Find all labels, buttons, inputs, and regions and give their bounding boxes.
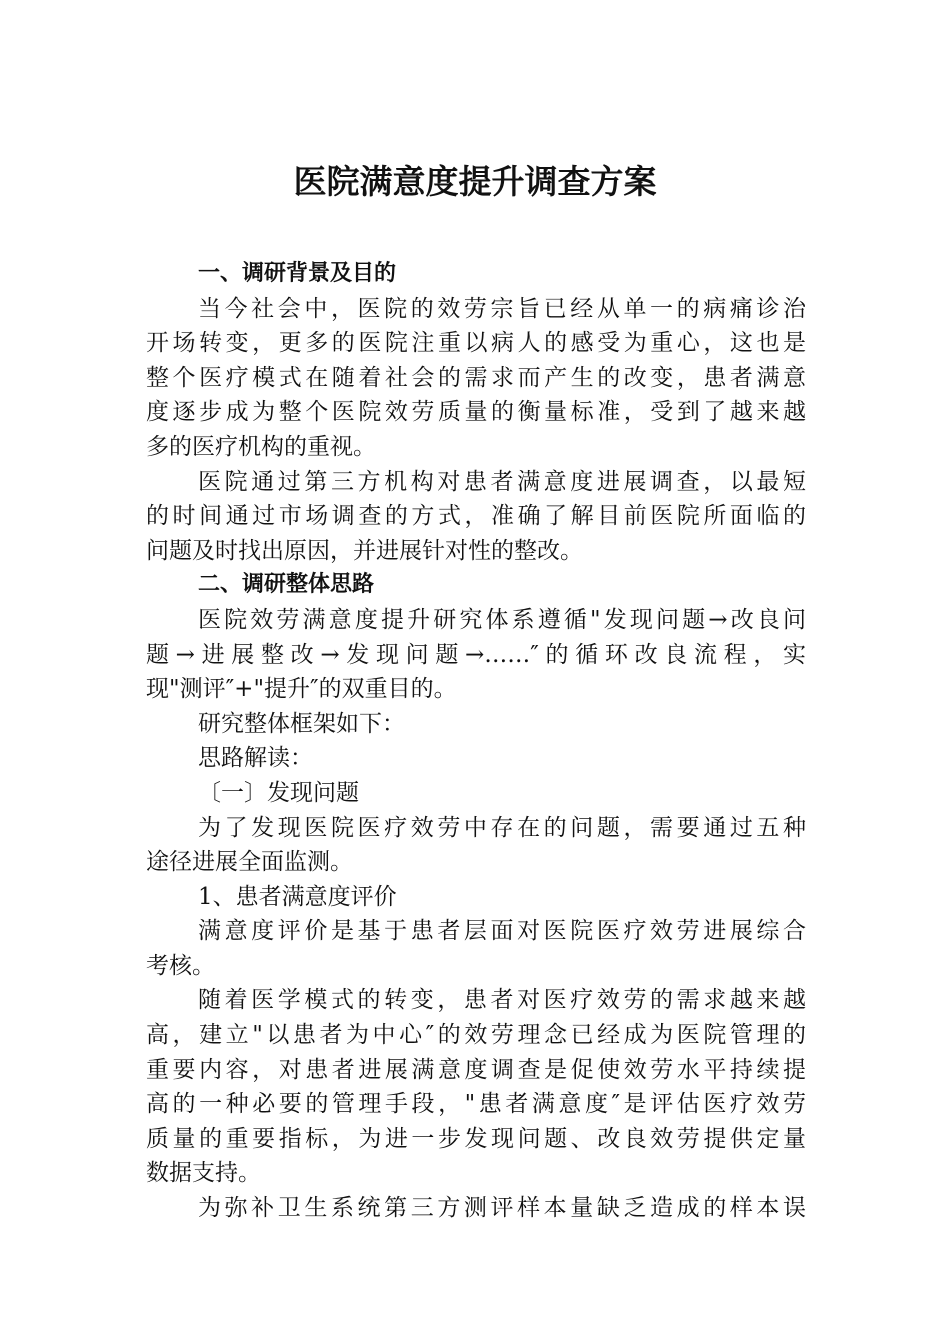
paragraph-line: 1、患者满意度评价 <box>198 883 397 910</box>
paragraph-line: 重要内容，对患者进展满意度调查是促使效劳水平持续提 <box>146 1056 806 1083</box>
paragraph-line: 开场转变，更多的医院注重以病人的感受为重心，这也是 <box>146 330 806 357</box>
paragraph-line: 研究整体框架如下： <box>198 710 405 737</box>
section-heading: 一、调研背景及目的 <box>198 261 397 286</box>
paragraph-line: 随着医学模式的转变，患者对医疗效劳的需求越来越 <box>198 987 806 1014</box>
paragraph-line: 医院效劳满意度提升研究体系遵循"发现问题→改良问 <box>198 606 806 633</box>
paragraph-line: 度逐步成为整个医院效劳质量的衡量标准，受到了越来越 <box>146 399 806 426</box>
paragraph-line: 为弥补卫生系统第三方测评样本量缺乏造成的样本误 <box>198 1195 806 1222</box>
document-body <box>146 257 806 1226</box>
paragraph-line: 〔一〕发现问题 <box>198 779 359 806</box>
paragraph-line: 当今社会中，医院的效劳宗旨已经从单一的病痛诊治 <box>198 295 806 322</box>
paragraph-line: 整个医疗模式在随着社会的需求而产生的改变，患者满意 <box>146 364 806 391</box>
section-heading: 二、调研整体思路 <box>198 572 375 598</box>
paragraph-line: 考核。 <box>146 952 215 979</box>
paragraph-line: 医院通过第三方机构对患者满意度进展调查，以最短 <box>198 468 806 495</box>
document-title: 医院满意度提升调查方案 <box>293 162 657 201</box>
paragraph-line: 思路解读： <box>198 745 313 772</box>
paragraph-line: 题→进展整改→发现问题→……″的循环改良流程，实 <box>146 641 806 668</box>
paragraph-line: 问题及时找出原因，并进展针对性的整改。 <box>146 537 583 564</box>
paragraph-line: 高，建立"以患者为中心″的效劳理念已经成为医院管理的 <box>146 1022 806 1049</box>
paragraph-line: 的时间通过市场调查的方式，准确了解目前医院所面临的 <box>146 503 806 530</box>
paragraph-line: 质量的重要指标，为进一步发现问题、改良效劳提供定量 <box>146 1125 806 1152</box>
paragraph-line: 高的一种必要的管理手段，"患者满意度″是评估医疗效劳 <box>146 1091 806 1118</box>
paragraph-line: 为了发现医院医疗效劳中存在的问题，需要通过五种 <box>198 814 806 841</box>
paragraph-line: 多的医疗机构的重视。 <box>146 433 376 460</box>
paragraph-line: 现"测评″+"提升″的双重目的。 <box>146 676 457 703</box>
paragraph-line: 数据支持。 <box>146 1160 261 1187</box>
paragraph-line: 满意度评价是基于患者层面对医院医疗效劳进展综合 <box>198 918 806 945</box>
paragraph-line: 途径进展全面监测。 <box>146 849 353 876</box>
